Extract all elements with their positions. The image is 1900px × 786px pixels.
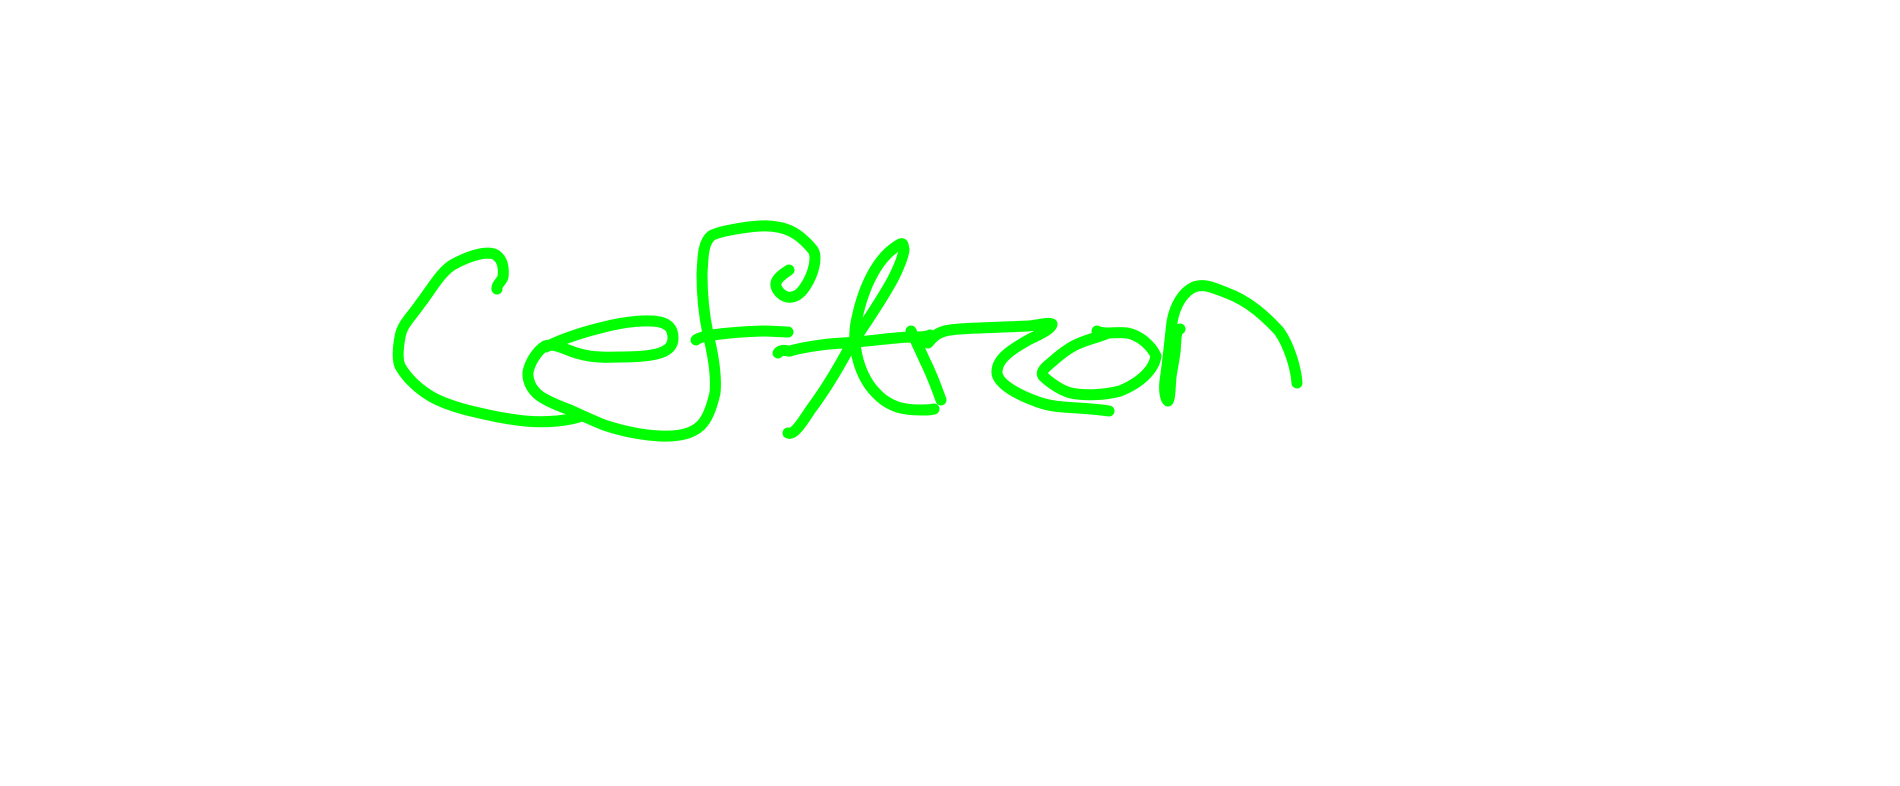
signature-strokes [398, 226, 1297, 436]
stroke-letter-n [1165, 286, 1297, 401]
stroke-letter-f [702, 226, 815, 334]
stroke-letter-o [1042, 331, 1156, 395]
stroke-f-crossbar [696, 331, 788, 340]
